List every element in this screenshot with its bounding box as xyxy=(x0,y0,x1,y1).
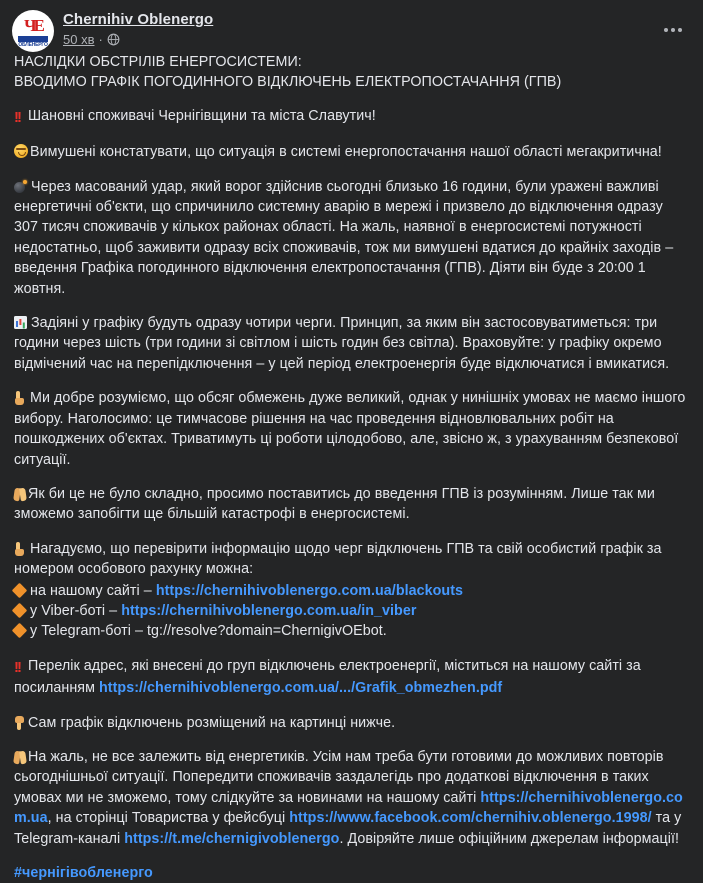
list-item xyxy=(14,581,689,601)
list-item-label: у Telegram-боті – xyxy=(30,623,148,640)
post-heading-line-1: НАСЛІДКИ ОБСТРІЛІВ ЕНЕРГОСИСТЕМИ: xyxy=(14,54,302,70)
post-heading-line-2: ВВОДИМО ГРАФІК ПОГОДИННОГО ВІДКЛЮЧЕНЬ ЕЛЕКТРОПОСТАЧАННЯ (ГПВ) xyxy=(14,74,562,91)
paragraph-text: Як би це не було складно, просимо поставитись до введення ГПВ із розумінням. Лише так ми зможемо запобігти ще більшій катастрофі в енергосистемі. xyxy=(14,485,655,523)
paragraph-text: Перелік адрес, які внесені до груп відключень електроенергії, міститься на нашому сайті за посиланням xyxy=(14,657,641,697)
post-paragraph-schedule xyxy=(14,313,689,374)
paragraph-text: , на сторінці Товариства у фейсбуці xyxy=(47,810,290,827)
post-heading xyxy=(14,52,689,93)
paragraph-text: . Довіряйте лише офіційним джерелам інформації! xyxy=(339,830,679,847)
post-hashtag-row xyxy=(14,863,689,883)
official-website-link[interactable]: https://chernihivoblenergo.com.ua xyxy=(14,789,683,827)
weary-face-emoji xyxy=(14,144,28,158)
paragraph-text: Ми добре розуміємо, що обсяг обмежень дуже великий, однак у нинішніх умовах не маємо іншого вибору. Наголосимо: це тимчасове рішення на час проведення відновлювальних робіт на пошкоджених об'єктах. Триватимуть ці роботи цілодобово, але, звісно ж, з урахуванням безпекової ситуації. xyxy=(14,390,686,468)
facebook-page-link[interactable]: https://www.facebook.com/chernihiv.oblenergo.1998/ xyxy=(289,810,652,827)
meta-separator: · xyxy=(98,32,103,47)
point-up-emoji xyxy=(14,391,25,405)
ellipsis-icon-dot xyxy=(678,28,682,32)
resource-links-list xyxy=(14,581,689,642)
bar-chart-emoji xyxy=(14,316,27,329)
list-item-label: у Viber-боті – xyxy=(30,602,122,619)
paragraph-text: Вимушені констатувати, що ситуація в системі енергопостачання нашої області мегакритична! xyxy=(30,144,662,161)
post-paragraph-greeting xyxy=(14,106,689,128)
paragraph-text: Задіяні у графіку будуть одразу чотири черги. Принцип, за яким він застосовуватиметься: три години через шість (три години зі світлом і шість годин без світла). Враховуйте: у графіку окремо відмічений час на перепідключення – у цей період електроенергія буде відключатися і вмикатися. xyxy=(14,315,670,372)
paragraph-text: На жаль, не все залежить від енергетиків. Усім нам треба бути готовими до можливих повторів сьогоднішньої ситуації. Попередити споживачів заздалегідь про додаткові відключення в таких умовах ми не зможемо, тому слідкуйте за новинами на нашому сайті xyxy=(14,748,664,806)
post-paragraph-sources xyxy=(14,747,689,849)
telegram-channel-link[interactable]: https://t.me/chernigivoblenergo xyxy=(124,830,340,847)
post-paragraph-address-list xyxy=(14,656,689,699)
list-item-label: на нашому сайті – xyxy=(30,582,156,599)
post-paragraph-situation xyxy=(14,142,689,162)
post-header xyxy=(0,0,703,52)
post-paragraph-understanding xyxy=(14,388,689,470)
grafik-obmezhen-pdf-link[interactable]: https://chernihivoblenergo.com.ua/.../Grafik_obmezhen.pdf xyxy=(99,680,503,697)
post-paragraph-reminder xyxy=(14,539,689,580)
post-body xyxy=(0,52,703,883)
double-exclamation-emoji: !! xyxy=(14,108,20,126)
orange-diamond-emoji xyxy=(14,621,30,641)
orange-diamond-emoji xyxy=(14,581,30,601)
point-down-emoji xyxy=(14,716,25,730)
post-paragraph-image-note xyxy=(14,713,689,733)
bomb-emoji xyxy=(14,180,27,193)
paragraph-text: та у Telegram-каналі xyxy=(14,810,682,847)
post-header-meta xyxy=(63,9,213,48)
folded-hands-emoji xyxy=(14,750,26,764)
globe-icon[interactable] xyxy=(107,33,120,46)
paragraph-text: Нагадуємо, що перевірити інформацію щодо черг відключень ГПВ та свій особистий графік за номером особового рахунку можна: xyxy=(14,540,662,578)
paragraph-text: Шановні споживачі Чернігівщини та міста Славутич! xyxy=(28,107,376,124)
hashtag-link[interactable]: #чернігівобленерго xyxy=(14,865,153,881)
ellipsis-icon-dot xyxy=(664,28,668,32)
ellipsis-icon-dot xyxy=(671,28,675,32)
list-item xyxy=(14,601,689,621)
page-name-link[interactable]: Chernihiv Oblenergo xyxy=(63,11,214,28)
post-meta-row xyxy=(63,31,213,48)
list-item xyxy=(14,621,689,641)
post-timestamp[interactable]: 50 хв xyxy=(63,32,95,47)
orange-diamond-emoji xyxy=(14,601,30,621)
post-paragraph-strike xyxy=(14,177,689,299)
post-paragraph-plea xyxy=(14,484,689,525)
avatar-monogram: ЧЕ xyxy=(24,15,42,35)
viber-bot-link[interactable]: https://chernihivoblenergo.com.ua/in_viber xyxy=(121,602,417,619)
point-up-emoji xyxy=(14,542,25,556)
paragraph-text: Через масований удар, який ворог здійснив сьогодні близько 16 години, були уражені важливі енергетичні об'єкти, що спричинило системну аварію в мережі і призвело до відключення одразу 307 тисяч споживачів у кількох районах області. На жаль, наявної в енергосистемі потужності недостатньо, щоб заживити одразу всіх споживачів, тож ми вимушені вдатися до крайніх заходів – введення Графіка погодинного відключення електропостачання (ГПВ). Діяти він буде з 20:00 1 жовтня. xyxy=(14,178,674,297)
post-options-button[interactable] xyxy=(657,14,689,46)
double-exclamation-emoji: !! xyxy=(14,658,20,676)
folded-hands-emoji xyxy=(14,487,26,501)
paragraph-text: Сам графік відключень розміщений на картинці нижче. xyxy=(28,714,396,731)
avatar-caption: ОБЛЕНЕРГО xyxy=(18,41,48,48)
avatar[interactable] xyxy=(12,10,54,52)
website-blackouts-link[interactable]: https://chernihivoblenergo.com.ua/blackouts xyxy=(155,582,464,599)
telegram-bot-address: tg://resolve?domain=ChernigivOEbot. xyxy=(147,623,387,640)
